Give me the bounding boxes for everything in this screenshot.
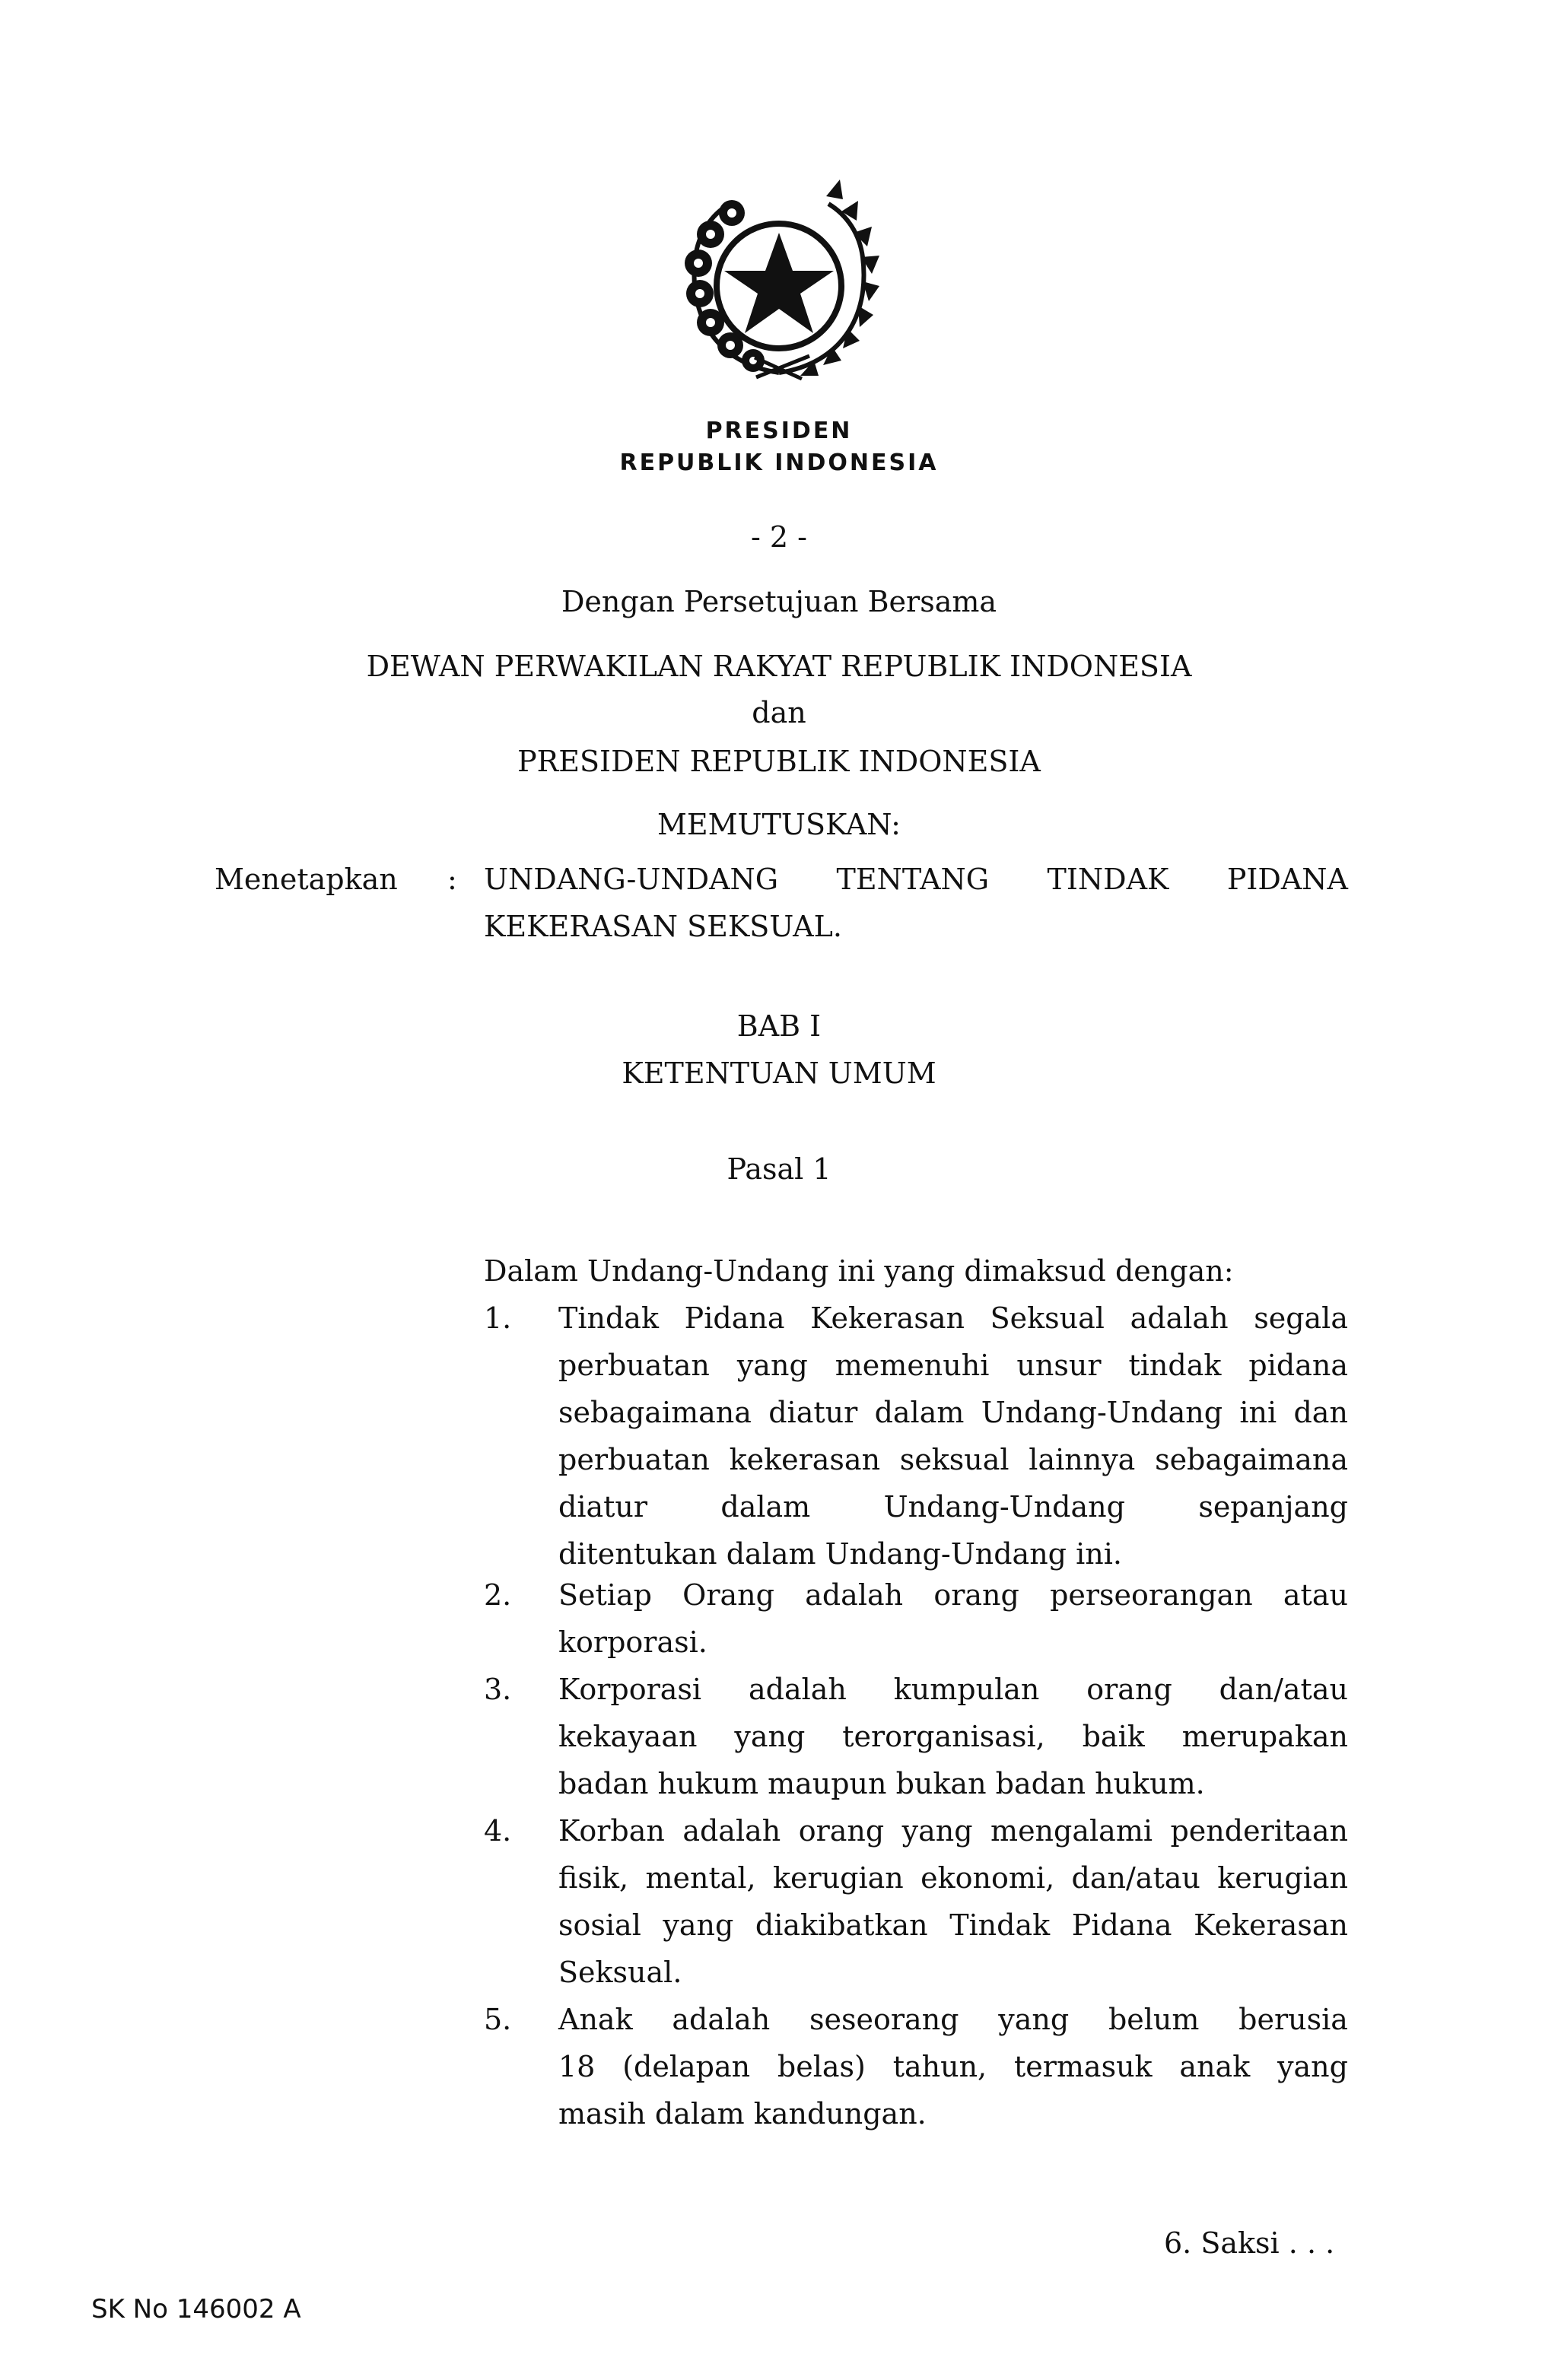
page-number: - 2 - [750, 520, 807, 554]
list-item-word: segala [1254, 1301, 1348, 1335]
letterhead-line2: REPUBLIK INDONESIA [619, 450, 939, 476]
list-item-word: Kekerasan [810, 1301, 965, 1335]
preamble-line2: DEWAN PERWAKILAN RAKYAT REPUBLIK INDONESIA [366, 650, 1192, 683]
list-item-line [558, 1854, 1348, 1902]
list-item-word: 18 [558, 2050, 596, 2083]
list-item-line [558, 1436, 1348, 1483]
list-item-word: Orang [682, 1578, 774, 1612]
list-item-last-line: Seksual. [558, 1956, 682, 1989]
list-item-number: 4. [484, 1814, 512, 1848]
list-item-word: yang [1277, 2050, 1348, 2083]
list-item-word: Kekerasan [1194, 1908, 1348, 1942]
list-item-word: tahun, [892, 2050, 987, 2083]
emblem-icon [665, 173, 893, 394]
preamble-line4: PRESIDEN REPUBLIK INDONESIA [517, 745, 1041, 778]
list-item-word: adalah [682, 1814, 781, 1848]
list-item-word: belum [1108, 2003, 1200, 2036]
list-item-word: sebagaimana [558, 1396, 752, 1429]
list-item-number: 3. [484, 1673, 512, 1706]
list-item-word: kekayaan [558, 1720, 698, 1753]
menetapkan-label: Menetapkan [215, 863, 398, 896]
menetapkan-word: UNDANG-UNDANG [484, 863, 779, 896]
list-item-number: 2. [484, 1578, 512, 1612]
list-item-word: lainnya [1029, 1443, 1136, 1476]
list-item-word: kumpulan [893, 1673, 1040, 1706]
list-item-line [558, 2043, 1348, 2090]
list-item-word: yang [901, 1814, 973, 1848]
chapter-subtitle: KETENTUAN UMUM [622, 1057, 936, 1090]
list-item-word: perbuatan [558, 1443, 710, 1476]
list-item-word: yang [998, 2003, 1070, 2036]
list-item-word: baik [1082, 1720, 1145, 1753]
chapter-title: BAB I [736, 1009, 822, 1043]
menetapkan-colon: : [447, 863, 457, 896]
list-item-word: diatur [768, 1396, 858, 1429]
list-item-last-line: masih dalam kandungan. [558, 2097, 927, 2131]
list-item-word: dan [1293, 1396, 1348, 1429]
list-item-word: belas) [777, 2050, 866, 2083]
list-item-word: anak [1179, 2050, 1251, 2083]
list-item-word: orang [933, 1578, 1019, 1612]
list-item-number: 1. [484, 1301, 512, 1335]
preamble-line3: dan [752, 696, 806, 729]
list-item-word: unsur [1016, 1349, 1102, 1382]
list-item-word: orang [798, 1814, 885, 1848]
menetapkan-word: TENTANG [836, 863, 990, 896]
list-item-word: Undang-Undang [883, 1490, 1125, 1524]
list-item-word: mengalami [990, 1814, 1153, 1848]
list-item-line [558, 1902, 1348, 1949]
menetapkan-word: PIDANA [1226, 863, 1348, 896]
list-item-line [558, 1713, 1348, 1760]
list-item-line [558, 1483, 1348, 1530]
letterhead-line1: PRESIDEN [705, 418, 853, 444]
preamble-line1: Dengan Persetujuan Bersama [561, 585, 997, 618]
list-item-number: 5. [484, 2003, 512, 2036]
list-item-word: yang [734, 1720, 806, 1753]
list-item-word: memenuhi [835, 1349, 990, 1382]
list-item-word: ini [1239, 1396, 1277, 1429]
document-code: SK No 146002 A [91, 2294, 301, 2324]
continuation-text: 6. Saksi . . . [1164, 2226, 1335, 2260]
list-item-word: Undang-Undang [981, 1396, 1223, 1429]
list-item-word: adalah [1130, 1301, 1229, 1335]
list-item-word: Pidana [1071, 1908, 1172, 1942]
list-item-line [558, 1996, 1348, 2043]
list-item-word: terorganisasi, [842, 1720, 1045, 1753]
list-item-word: (delapan [622, 2050, 751, 2083]
article-title: Pasal 1 [727, 1152, 831, 1186]
list-item-line [558, 1342, 1348, 1389]
list-item-word: atau [1283, 1578, 1348, 1612]
list-item-word: mental, [645, 1861, 756, 1895]
list-item-word: Korporasi [558, 1673, 702, 1706]
list-item-word: Pidana [684, 1301, 785, 1335]
list-item-line [558, 1666, 1348, 1713]
list-item-word: dan/atau [1071, 1861, 1200, 1895]
list-item-word: fisik, [558, 1861, 629, 1895]
list-item-word: seksual [899, 1443, 1010, 1476]
list-item-word: kekerasan [729, 1443, 881, 1476]
menetapkan-line1 [484, 856, 1348, 903]
list-item-word: sepanjang [1198, 1490, 1348, 1524]
menetapkan-line2: KEKERASAN SEKSUAL. [484, 910, 842, 943]
article-intro: Dalam Undang-Undang ini yang dimaksud dengan: [484, 1254, 1234, 1288]
list-item-line [558, 1295, 1348, 1342]
list-item-word: Setiap [558, 1578, 652, 1612]
list-item-line [558, 1389, 1348, 1436]
list-item-line [558, 1571, 1348, 1619]
list-item-word: diakibatkan [755, 1908, 928, 1942]
list-item-word: ekonomi, [920, 1861, 1055, 1895]
list-item-word: orang [1086, 1673, 1172, 1706]
list-item-word: dalam [874, 1396, 965, 1429]
list-item-word: pidana [1248, 1349, 1348, 1382]
list-item-word: kerugian [1217, 1861, 1348, 1895]
list-item-word: Tindak [558, 1301, 659, 1335]
list-item-word: penderitaan [1170, 1814, 1348, 1848]
list-item-word: yang [736, 1349, 808, 1382]
list-item-word: adalah [805, 1578, 904, 1612]
list-item-word: Korban [558, 1814, 665, 1848]
list-item-word: Seksual [990, 1301, 1105, 1335]
list-item-word: adalah [748, 1673, 847, 1706]
menetapkan-word: TINDAK [1047, 863, 1169, 896]
list-item-last-line: korporasi. [558, 1625, 707, 1659]
list-item-word: dan/atau [1219, 1673, 1348, 1706]
list-item-word: berusia [1238, 2003, 1348, 2036]
list-item-word: perbuatan [558, 1349, 710, 1382]
list-item-last-line: badan hukum maupun bukan badan hukum. [558, 1767, 1205, 1800]
list-item-word: perseorangan [1050, 1578, 1253, 1612]
list-item-word: sebagaimana [1155, 1443, 1348, 1476]
list-item-word: Tindak [949, 1908, 1051, 1942]
list-item-line [558, 1807, 1348, 1854]
list-item-word: tindak [1128, 1349, 1222, 1382]
list-item-word: adalah [672, 2003, 771, 2036]
list-item-last-line: ditentukan dalam Undang-Undang ini. [558, 1537, 1122, 1571]
list-item-word: dalam [720, 1490, 811, 1524]
list-item-word: kerugian [773, 1861, 904, 1895]
list-item-word: Anak [558, 2003, 633, 2036]
list-item-word: diatur [558, 1490, 648, 1524]
list-item-word: merupakan [1181, 1720, 1348, 1753]
decision-heading: MEMUTUSKAN: [657, 808, 901, 841]
list-item-word: seseorang [809, 2003, 959, 2036]
list-item-word: termasuk [1013, 2050, 1153, 2083]
list-item-word: sosial [558, 1908, 641, 1942]
list-item-word: yang [663, 1908, 734, 1942]
